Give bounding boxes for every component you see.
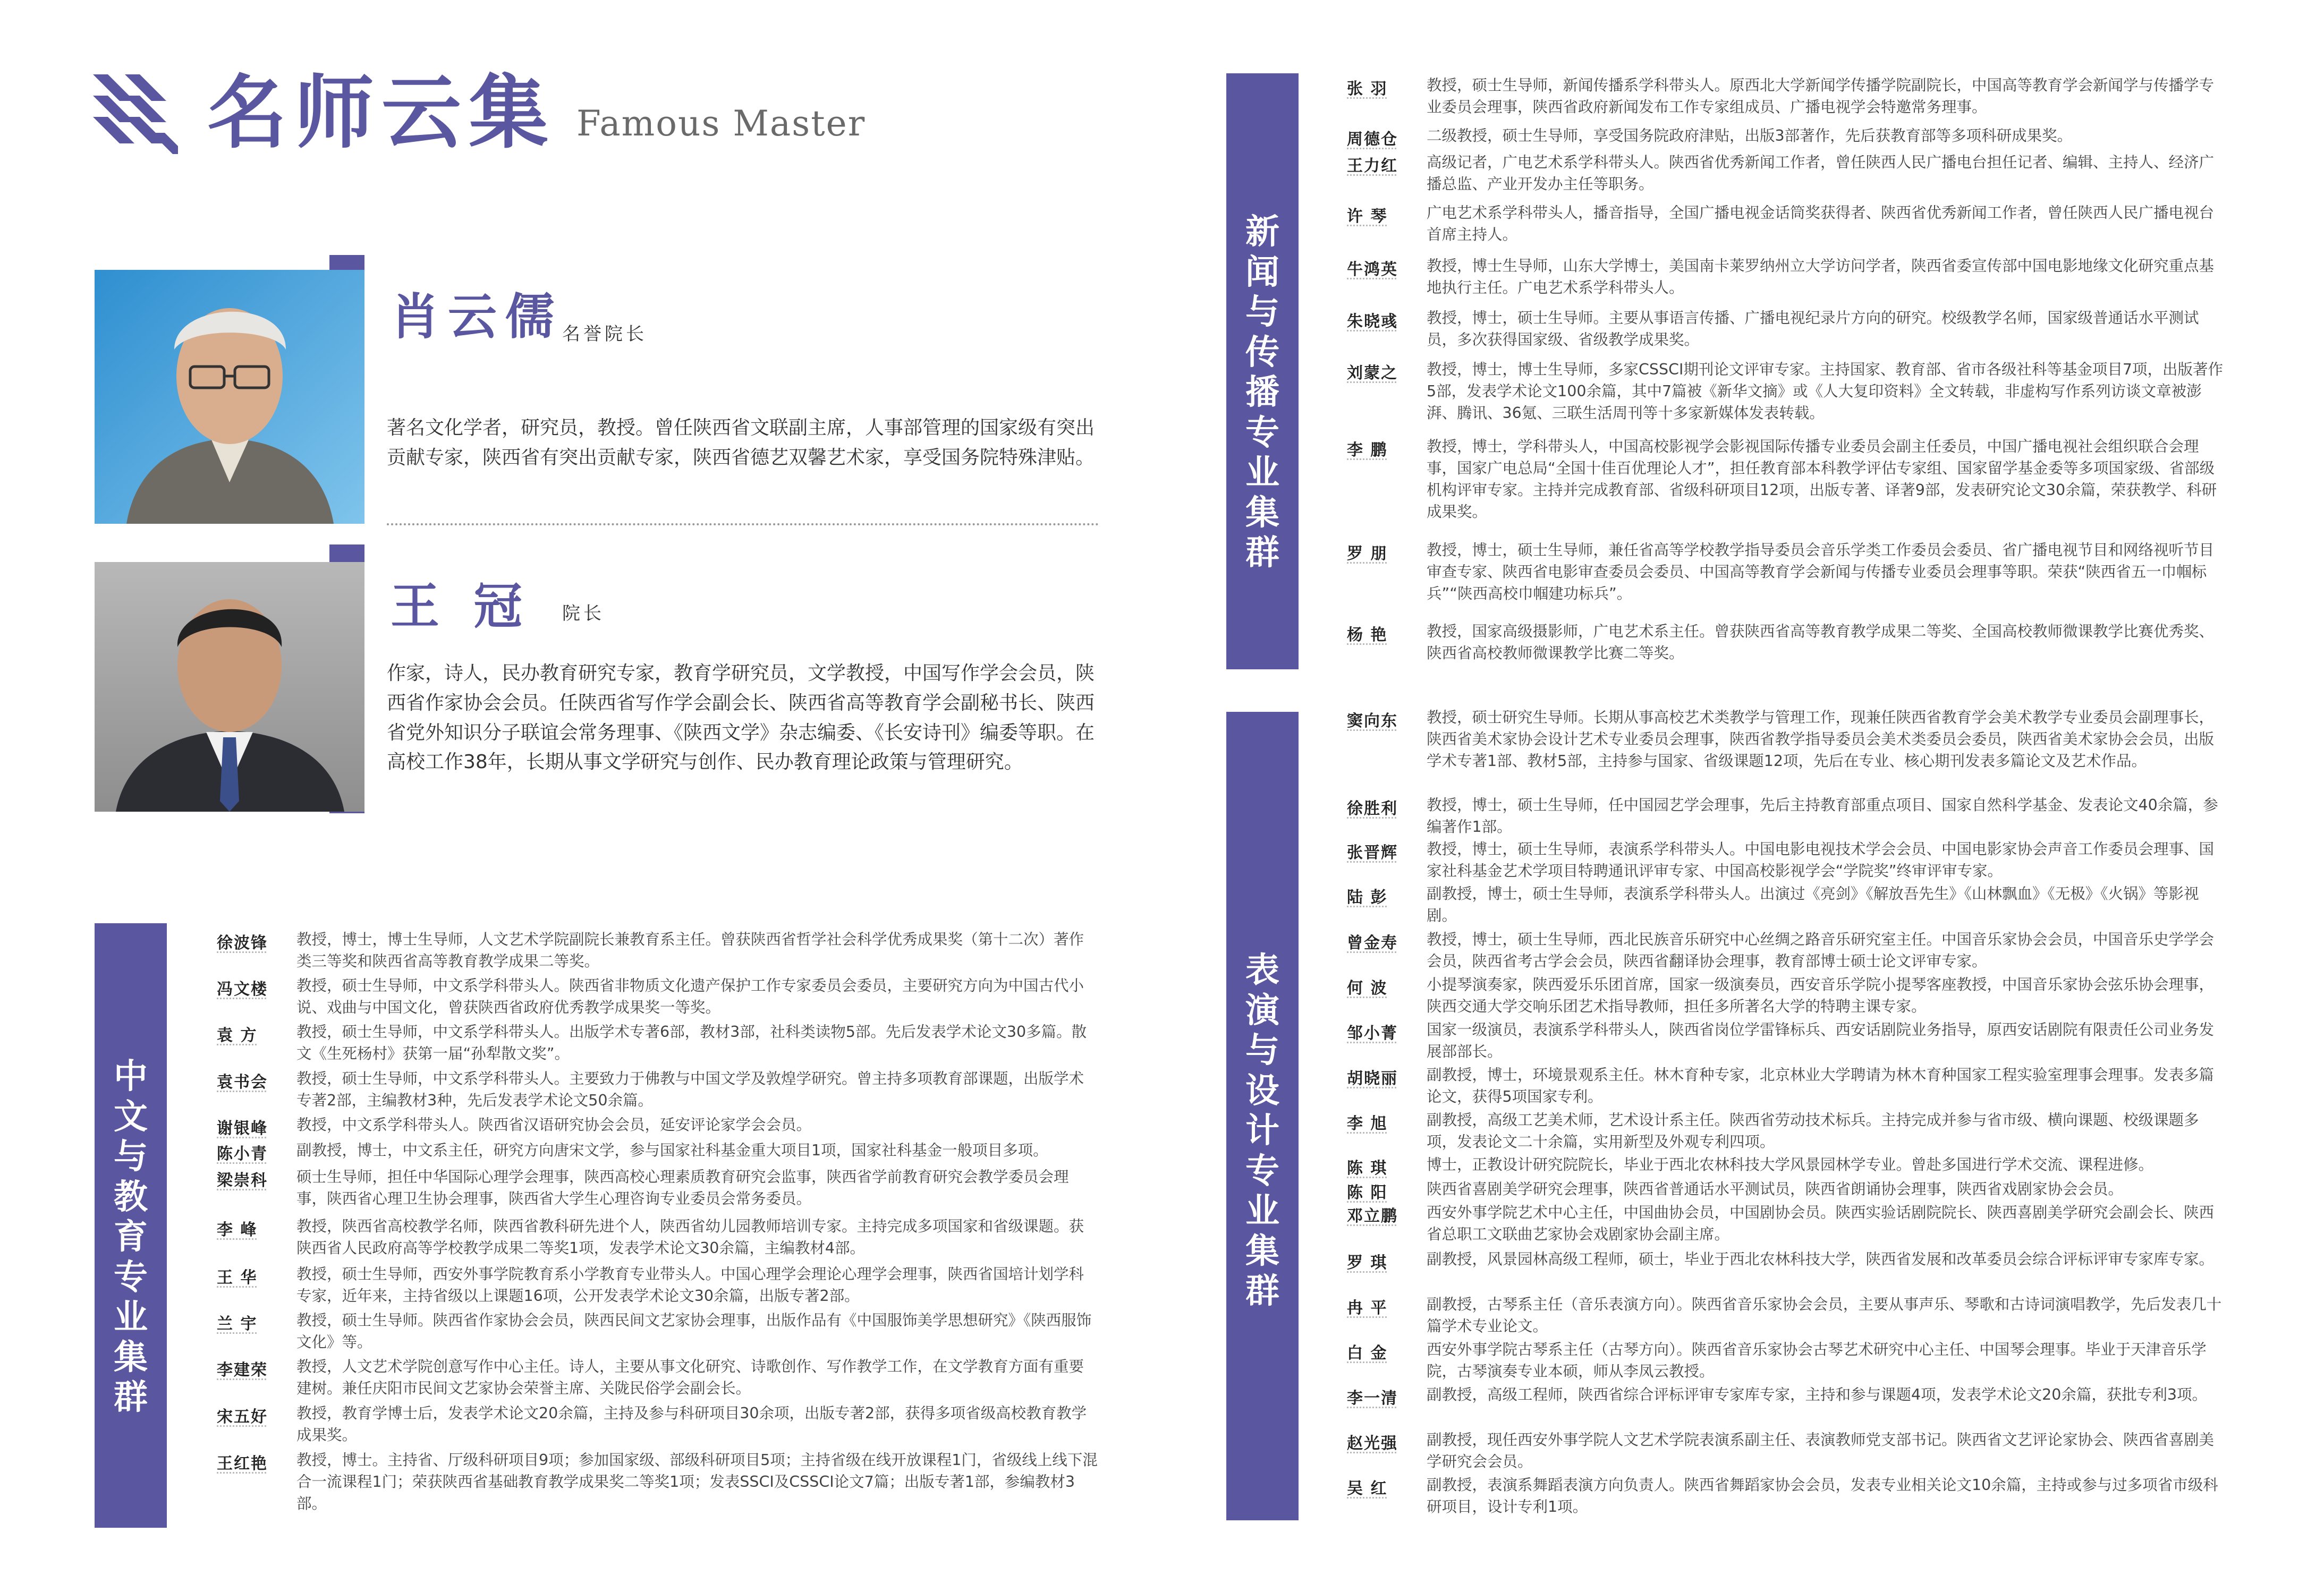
member-name: 陈 阳 [1347,1184,1388,1202]
member-name: 张晋辉 [1347,844,1398,862]
member-name: 李 旭 [1347,1114,1388,1133]
member-desc: 教授，博士，博士生导师，人文艺术学院副院长兼教育系主任。曾获陕西省哲学社会科学优秀成果奖（第十二次）著作类三等奖和陕西省高等教育教学成果二等奖。 [296,931,1084,971]
list-item [217,1356,1099,1399]
member-desc: 教授，硕士生导师。陕西省作家协会会员，陕西民间文艺家协会理事，出版作品有《中国服饰美学思想研究》《陕西服饰文化》等。 [296,1312,1092,1351]
portrait-photo-wang [95,562,364,812]
member-name: 梁崇科 [217,1171,268,1190]
page-title: 名师云集 [207,67,556,159]
member-name: 罗 朋 [1347,544,1388,563]
list-item [1347,151,2229,195]
member-name: 周德仓 [1347,130,1398,149]
member-name: 曾金寿 [1347,934,1398,952]
list-item [1347,1064,2229,1108]
list-item [217,1449,1099,1514]
featured-role-2: 院长 [562,603,605,624]
member-desc: 副教授，古琴系主任（音乐表演方向）。陕西省音乐家协会会员，主要从事声乐、琴歌和古诗词演唱教学，先后发表几十篇学术专业论文。 [1427,1296,2222,1335]
member-name: 赵光强 [1347,1434,1398,1453]
member-desc: 教授，硕士生导师，西安外事学院教育系小学教育专业带头人。中国心理学会理论心理学会理事，陕西省国培计划学科专家，近年来，主持省级以上课题16项，公开发表学术论文30余篇，出版专著2部。 [296,1265,1084,1305]
list-item [1347,1384,2229,1408]
member-name: 张 羽 [1347,80,1388,98]
category-label-media: 新闻与传播专业集群 [1245,212,1279,573]
member-name: 胡晓丽 [1347,1069,1398,1088]
member-desc: 教授，博士，硕士生导师，兼任省高等学校教学指导委员会音乐学类工作委员会委员、省广播电视节目和网络视听节目审查专家、陕西省电影审查委员会委员、中国高等教育学会新闻与传播专业委员会理事等职。荣获“陕西省五一巾帼标兵”“陕西高校巾帼建功标兵”。 [1427,541,2215,603]
member-desc: 副教授，现任西安外事学院人文艺术学院表演系副主任、表演教师党支部书记。陕西省文艺评论家协会、陕西省喜剧美学研究会会员。 [1427,1431,2215,1471]
member-desc: 教授，博士生导师，山东大学博士，美国南卡莱罗纳州立大学访问学者，陕西省委宣传部中国电影地缘文化研究重点基地执行主任。广电艺术系学科带头人。 [1427,257,2215,297]
page-subtitle: Famous Master [576,103,866,144]
member-desc: 教授，博士，硕士生导师，表演系学科带头人。中国电影电视技术学会会员、中国电影家协会声音工作委员会理事、国家社科基金艺术学项目特聘通讯评审专家、中国高校影视学会“学院奖”终审评审专家。 [1427,840,2215,880]
list-item [1347,307,2229,351]
list-item [217,1068,1099,1111]
member-desc: 副教授，高级工程师，陕西省综合评标评审专家库专家，主持和参与课题4项，发表学术论文20余篇，获批专利3项。 [1427,1386,2208,1403]
member-name: 徐波锋 [217,934,268,952]
member-desc: 二级教授，硕士生导师，享受国务院政府津贴，出版3部著作，先后获教育部等多项科研成果奖。 [1427,127,2073,144]
member-name: 罗 琪 [1347,1254,1388,1272]
member-desc: 教授，硕士生导师，新闻传播系学科带头人。原西北大学新闻学传播学院副院长，中国高等教育学会新闻学与传播学专业委员会理事，陕西省政府新闻发布工作专家组成员、广播电视学会特邀常务理事。 [1427,76,2215,116]
list-item [1347,539,2229,605]
member-desc: 广电艺术系学科带头人，播音指导，全国广播电视金话筒奖获得者、陕西省优秀新闻工作者，曾任陕西人民广播电视台首席主持人。 [1427,204,2215,244]
list-item [1347,74,2229,118]
featured-desc-1: 著名文化学者，研究员，教授。曾任陕西省文联副主席，人事部管理的国家级有突出贡献专家，陕西省有突出贡献专家，陕西省德艺双馨艺术家，享受国务院特殊津贴。 [387,417,1095,469]
member-name: 朱晓彧 [1347,312,1398,331]
member-desc: 教授，博士，硕士生导师，西北民族音乐研究中心丝绸之路音乐研究室主任。中国音乐家协会会员，中国音乐史学学会会员，陕西省考古学会会员，陕西省翻译协会理事，教育部博士硕士论文评审专家。 [1427,931,2215,971]
member-desc: 教授，博士，硕士生导师。主要从事语言传播、广播电视纪录片方向的研究。校级教学名师，国家级普通话水平测试员，多次获得国家级、省级教学成果奖。 [1427,309,2199,349]
member-desc: 陕西省喜剧美学研究会理事，陕西省普通话水平测试员，陕西省朗诵协会理事，陕西省戏剧家协会会员。 [1427,1180,2124,1198]
stripe-logo-icon [93,74,178,154]
member-name: 兰 宇 [217,1315,258,1333]
list-item [1347,929,2229,972]
list-item [1347,1019,2229,1062]
member-name: 冯文楼 [217,980,268,999]
member-name: 李 峰 [217,1221,258,1239]
list-item [217,1139,1099,1164]
list-item [217,1215,1099,1259]
member-desc: 副教授，博士，环境景观系主任。林木育种专家，北京林业大学聘请为林木育种国家工程实验室理事会理事。发表多篇论文，获得5项国家专利。 [1427,1066,2215,1106]
member-name: 许 琴 [1347,207,1388,226]
list-item [1347,1429,2229,1473]
member-name: 李一清 [1347,1389,1398,1408]
member-desc: 教授，硕士生导师，中文系学科带头人。主要致力于佛教与中国文学及敦煌学研究。曾主持多项教育部课题，出版学术专著2部，主编教材3种，先后发表学术论文50余篇。 [296,1070,1084,1110]
category-label-chinese-edu: 中文与教育专业集群 [114,1057,148,1418]
member-name: 陈小青 [217,1145,268,1163]
member-desc: 教授，教育学博士后，发表学术论文20余篇，主持及参与科研项目30余项，出版专著2部，获得多项省级高校教育教学成果奖。 [296,1405,1087,1444]
featured-name-1: 肖云儒 [391,288,563,345]
member-desc: 教授，博士，硕士生导师，任中国园艺学会理事，先后主持教育部重点项目、国家自然科学基金、发表论文40余篇，参编著作1部。 [1427,796,2218,836]
featured-desc-2: 作家，诗人，民办教育研究专家，教育学研究员，文学教授，中国写作学会会员，陕西省作家协会会员。任陕西省写作学会副会长、陕西省高等教育学会副秘书长、陕西省党外知识分子联谊会常务理事、《陕西文学》杂志编委、《长安诗刊》编委等职。在高校工作38年，长期从事文学研究与创作、民办教育理论政策与管理研究。 [387,662,1095,773]
member-name: 王力红 [1347,157,1398,175]
member-desc: 教授，硕士研究生导师。长期从事高校艺术类教学与管理工作，现兼任陕西省教育学会美术教学专业委员会副理事长，陕西省美术家协会设计艺术专业委员会理事，陕西省教学指导委员会美术类委员会委员，陕西省美术家协会会员，出版学术专著1部、教材5部，主持参与国家、省级课题12项，先后在专业、核心期刊发表多篇论文及艺术作品。 [1427,709,2215,770]
member-desc: 教授，人文艺术学院创意写作中心主任。诗人，主要从事文化研究、诗歌创作、写作教学工作，在文学教育方面有重要建树。兼任庆阳市民间文艺家协会荣誉主席、关陇民俗学会副会长。 [296,1358,1084,1398]
list-item [217,975,1099,1018]
member-name: 刘蒙之 [1347,364,1398,382]
member-desc: 副教授，表演系舞蹈表演方向负责人。陕西省舞蹈家协会会员，发表专业相关论文10余篇，主持或参与过多项省市级科研项目，设计专利1项。 [1427,1476,2218,1516]
member-desc: 教授，硕士生导师，中文系学科带头人。陕西省非物质文化遗产保护工作专家委员会委员，主要研究方向为中国古代小说、戏曲与中国文化，曾获陕西省政府优秀教学成果奖一等奖。 [296,977,1084,1017]
list-item [1347,1109,2229,1153]
list-item [217,1309,1099,1353]
member-desc: 教授，博士，博士生导师，多家CSSCI期刊论文评审专家。主持国家、教育部、省市各级社科等基金项目7项，出版著作5部，发表学术论文100余篇，其中7篇被《新华文摘》或《人大复印资料》全文转载，非虚构写作系列访谈文章被澎湃、腾讯、36氪、三联生活周刊等十多家新媒体发表转载。 [1427,361,2224,422]
list-item [217,1402,1099,1446]
list-item [217,1263,1099,1307]
portrait-photo-xiao [95,270,364,524]
member-desc: 教授，国家高级摄影师，广电艺术系主任。曾获陕西省高等教育教学成果二等奖、全国高校教师微课教学比赛优秀奖、陕西省高校教师微课教学比赛二等奖。 [1427,623,2215,662]
list-item [1347,436,2229,523]
list-item [1347,1293,2229,1337]
member-name: 杨 艳 [1347,626,1388,644]
member-name: 邓立鹏 [1347,1207,1398,1225]
featured-role-1: 名誉院长 [562,324,647,345]
member-name: 谢银峰 [217,1119,268,1138]
list-item [1347,1202,2229,1245]
member-desc: 西安外事学院艺术中心主任，中国曲协会员，中国剧协会员。陕西实验话剧院院长、陕西喜剧美学研究会副会长、陕西省总职工文联曲艺家协会戏剧家协会副主席。 [1427,1204,2215,1244]
member-desc: 教授，中文系学科带头人。陕西省汉语研究协会会员，延安评论家学会会员。 [296,1116,812,1134]
list-item [217,1021,1099,1065]
list-item [1347,1154,2229,1178]
member-desc: 国家一级演员，表演系学科带头人，陕西省岗位学雷锋标兵、西安话剧院业务指导，原西安话剧院有限责任公司业务发展部部长。 [1427,1021,2215,1061]
member-name: 冉 平 [1347,1299,1388,1317]
list-item [217,929,1099,972]
list-item [217,1114,1099,1138]
list-item [1347,974,2229,1017]
list-item [1347,838,2229,882]
member-name: 王 华 [217,1269,258,1287]
list-item [1347,202,2229,245]
member-desc: 教授，博士。主持省、厅级科研项目9项；参加国家级、部级科研项目5项；主持省级在线开放课程1门，省级线上线下混合一流课程1门；荣获陕西省基础教育教学成果奖二等奖1项；发表SSCI及CSSCI论文7篇；出版专著1部，参编教材3部。 [296,1451,1098,1513]
category-label-performance: 表演与设计专业集群 [1245,951,1279,1312]
member-name: 徐胜利 [1347,799,1398,818]
member-name: 窦向东 [1347,712,1398,730]
list-item [1347,359,2229,424]
member-desc: 硕士生导师，担任中华国际心理学会理事，陕西高校心理素质教育研究会监事，陕西省学前教育研究会教学委员会理事，陕西省心理卫生协会理事，陕西省大学生心理咨询专业委员会常务委员。 [296,1168,1069,1208]
member-desc: 副教授，风景园林高级工程师，硕士，毕业于西北农林科技大学，陕西省发展和改革委员会综合评标评审专家库专家。 [1427,1250,2215,1268]
list-item [1347,883,2229,926]
member-desc: 教授，博士，学科带头人，中国高校影视学会影视国际传播专业委员会副主任委员，中国广播电视社会组织联合会理事，国家广电总局“全国十佳百优理论人才”，担任教育部本科教学评估专家组、国家留学基金委等多项国家级、省部级机构评审专家。主持并完成教育部、省级科研项目12项，出版专著、译著9部，发表研究论文30余篇，荣获教学、科研成果奖。 [1427,438,2217,521]
member-name: 王红艳 [217,1454,268,1473]
member-desc: 副教授，博士，硕士生导师，表演系学科带头人。出演过《亮剑》《解放吾先生》《山林飘血》《无极》《火锅》等影视剧。 [1427,885,2199,925]
member-desc: 西安外事学院古琴系主任（古琴方向）。陕西省音乐家协会古琴艺术研究中心主任、中国琴会理事。毕业于天津音乐学院，古琴演奏专业本硕，师从李凤云教授。 [1427,1341,2207,1381]
list-item [217,1166,1099,1210]
member-desc: 高级记者，广电艺术系学科带头人。陕西省优秀新闻工作者，曾任陕西人民广播电台担任记者、编辑、主持人、经济广播总监、产业开发办主任等职务。 [1427,154,2215,193]
member-desc: 博士，正教设计研究院院长，毕业于西北农林科技大学风景园林学专业。曾赴多国进行学术交流、课程进修。 [1427,1156,2154,1173]
member-name: 白 金 [1347,1344,1388,1363]
list-item [1347,1474,2229,1518]
member-name: 李建荣 [217,1361,268,1380]
list-item [1347,707,2229,772]
list-item [1347,125,2229,149]
list-item [1347,1339,2229,1382]
member-name: 吴 红 [1347,1479,1388,1498]
list-item [1347,620,2229,664]
member-name: 陈 琪 [1347,1159,1388,1178]
list-item [1347,1248,2229,1273]
member-desc: 副教授，高级工艺美术师，艺术设计系主任。陕西省劳动技术标兵。主持完成并参与省市级、横向课题、校级课题多项，发表论文二十余篇，实用新型及外观专利四项。 [1427,1111,2199,1151]
member-name: 陆 彭 [1347,888,1388,907]
member-desc: 教授，陕西省高校教学名师，陕西省教科研先进个人，陕西省幼儿园教师培训专家。主持完成多项国家和省级课题。获陕西省人民政府高等学校教学成果二等奖1项，发表学术论文30余篇，主编教材4部。 [296,1218,1084,1257]
member-name: 宋五好 [217,1408,268,1426]
list-item [1347,255,2229,299]
member-desc: 教授，硕士生导师，中文系学科带头人。出版学术专著6部，教材3部，社科类读物5部。先后发表学术论文30多篇。散文《生死杨村》获第一届“孙犁散文奖”。 [296,1023,1087,1063]
member-name: 邹小菁 [1347,1024,1398,1043]
divider [387,523,1099,525]
member-name: 袁书会 [217,1073,268,1092]
member-desc: 副教授，博士，中文系主任，研究方向唐宋文学，参与国家社科基金重大项目1项，国家社科基金一般项目多项。 [296,1142,1048,1159]
member-name: 李 鹏 [1347,441,1388,459]
member-name: 牛鸿英 [1347,260,1398,279]
featured-name-2: 王 冠 [391,577,531,635]
list-item [1347,1178,2229,1203]
member-desc: 小提琴演奏家，陕西爱乐乐团首席，国家一级演奏员，西安音乐学院小提琴客座教授，中国音乐家协会弦乐协会理事，陕西交通大学交响乐团艺术指导教师，担任多所著名大学的特聘主课专家。 [1427,976,2215,1016]
list-item [1347,794,2229,838]
member-name: 袁 方 [217,1026,258,1045]
member-name: 何 波 [1347,979,1388,998]
